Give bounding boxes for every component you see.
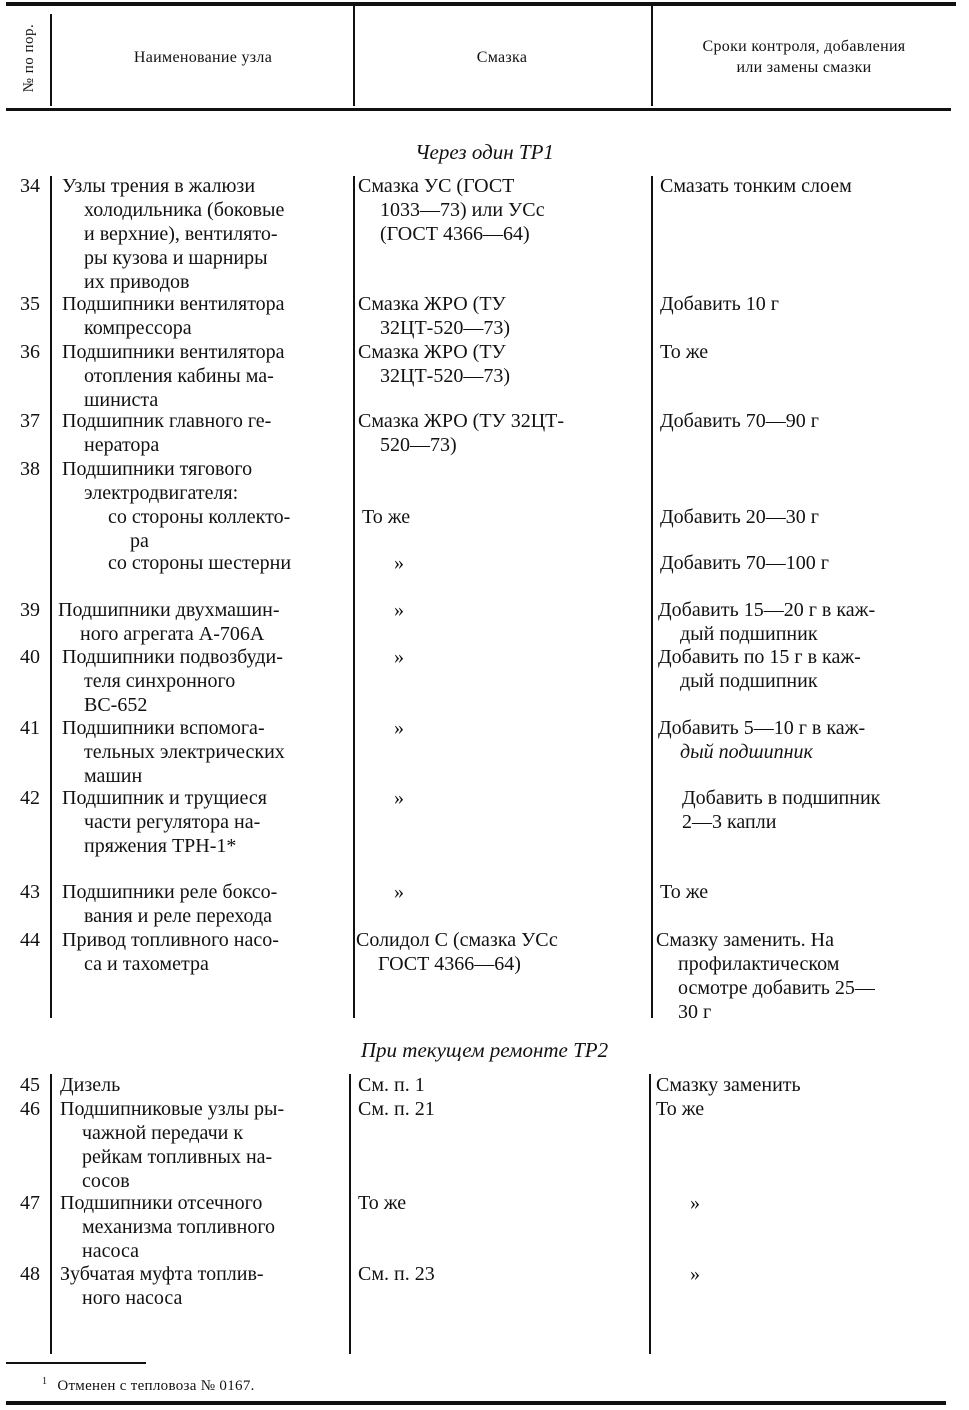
name-line: ры кузова и шарниры (84, 247, 268, 269)
schedule-line: Добавить 10 г (660, 293, 779, 315)
name-line: насоса (82, 1240, 139, 1262)
unit-name (62, 505, 350, 553)
unit-name (58, 598, 346, 646)
section-title: Через один ТР1 (415, 140, 554, 164)
header-schedule-line1: Сроки контроля, добавления (702, 38, 906, 55)
header-schedule-line2: или замены смазки (736, 59, 872, 76)
name-line: Дизель (60, 1074, 121, 1096)
schedule-line: Добавить 70—90 г (660, 410, 819, 432)
header-divider (353, 6, 355, 106)
name-line: ного насоса (82, 1287, 183, 1309)
schedule-line: Добавить 20—30 г (660, 506, 819, 528)
name-line: чажной передачи к (82, 1122, 244, 1144)
lubricant-line: » (394, 552, 404, 574)
lubricant (358, 786, 646, 810)
name-line: Зубчатая муфта топлив- (60, 1263, 264, 1285)
name-line: Подшипниковые узлы ры- (60, 1098, 285, 1120)
row-number: 35 (20, 293, 40, 315)
name-line: компрессора (84, 317, 192, 339)
row-number: 44 (20, 929, 40, 951)
lubricant (358, 174, 646, 246)
lubricant (358, 1073, 646, 1097)
schedule (656, 1073, 948, 1097)
header-lubricant: Смазка (476, 48, 528, 66)
header-divider (651, 6, 653, 106)
schedule-line: То же (660, 341, 709, 363)
header-number-label: № по пор. (21, 23, 37, 93)
lubricant-line: Смазка УС (ГОСТ (358, 175, 515, 197)
lubricant-line: » (394, 787, 404, 809)
name-line: Подшипники реле боксо- (62, 881, 278, 903)
name-line: са и тахометра (84, 953, 209, 975)
name-line: Подшипники вентилятора (62, 293, 285, 315)
name-line: тельных электрических (84, 741, 285, 763)
lubricant-line: » (394, 599, 404, 621)
name-line: вания и реле перехода (84, 905, 273, 927)
name-line: Подшипник и трущиеся (62, 787, 267, 809)
schedule (658, 716, 950, 764)
column-divider (353, 176, 355, 1018)
row-number: 37 (20, 410, 40, 432)
unit-name (62, 174, 350, 294)
schedule-line: » (690, 1263, 700, 1285)
schedule-line: Добавить по 15 г в каж- (658, 646, 861, 668)
schedule (660, 880, 952, 904)
schedule-line: 2—3 капли (682, 811, 777, 833)
row-number: 42 (20, 787, 40, 809)
unit-name (62, 928, 350, 976)
lubricant-line: См. п. 21 (358, 1098, 435, 1120)
lubricant (358, 716, 646, 740)
schedule-line: Смазать тонким слоем (660, 175, 852, 197)
schedule-line: профилактическом (678, 953, 840, 975)
lubricant-line: 1033—73) или УСс (380, 199, 545, 221)
schedule (656, 928, 948, 1024)
row-number: 46 (20, 1098, 40, 1120)
name-line: рейкам топливных на- (82, 1146, 273, 1168)
lubricant (358, 598, 646, 622)
name-line: ра (130, 530, 149, 552)
lubricant (358, 645, 646, 669)
name-line: Подшипники вентилятора (62, 341, 285, 363)
schedule-line: То же (660, 881, 709, 903)
name-line: части регулятора на- (84, 811, 261, 833)
footnote-mark: 1 (42, 1376, 48, 1387)
schedule-line: Добавить 5—10 г в каж- (658, 717, 866, 739)
unit-name (62, 786, 350, 858)
schedule (660, 174, 952, 198)
lubricant (358, 409, 646, 457)
name-line: Подшипники двухмашин- (58, 599, 280, 621)
lubricant-line: (ГОСТ 4366—64) (380, 223, 530, 245)
unit-name (62, 457, 350, 505)
lubricant-line: » (394, 881, 404, 903)
name-line: теля синхронного (84, 670, 236, 692)
lubricant (358, 340, 646, 388)
name-line: холодильника (боковые (84, 199, 285, 221)
footnote (42, 1370, 255, 1398)
lubricant-line: 520—73) (380, 434, 457, 456)
unit-name (62, 409, 350, 457)
schedule-line: Добавить 15—20 г в каж- (658, 599, 876, 621)
section-title: При текущем ремонте ТР2 (360, 1038, 609, 1062)
lubricant-line: ГОСТ 4366—64) (378, 953, 521, 975)
unit-name (62, 880, 350, 928)
name-line: нератора (84, 434, 160, 456)
schedule (660, 409, 952, 433)
lubricant-line: 32ЦТ-520—73) (380, 365, 510, 387)
lubricant (358, 880, 646, 904)
name-line: Подшипники отсечного (60, 1192, 263, 1214)
bottom-rule (6, 1401, 946, 1405)
lubricant-line: 32ЦТ-520—73) (380, 317, 510, 339)
schedule-line: Добавить в подшипник (682, 787, 881, 809)
column-divider (349, 1074, 351, 1354)
schedule-line: Смазку заменить (656, 1074, 801, 1096)
header-schedule (654, 6, 954, 108)
schedule-line: дый подшипник (680, 741, 813, 763)
unit-name (60, 1097, 348, 1193)
schedule (690, 1262, 969, 1286)
name-line: пряжения ТРН-1* (84, 835, 237, 857)
name-line: Подшипники подвозбуди- (62, 646, 283, 668)
unit-name (62, 645, 350, 717)
name-line: со стороны коллекто- (108, 506, 291, 528)
name-line: механизма топливного (82, 1216, 276, 1238)
schedule (660, 505, 952, 529)
schedule (682, 786, 969, 834)
schedule-line: 30 г (678, 1001, 712, 1023)
unit-name (60, 1073, 348, 1097)
header-unit-name: Наименование узла (133, 48, 273, 66)
lubricant-line: » (394, 717, 404, 739)
schedule-line: дый подшипник (680, 623, 818, 645)
name-line: и верхние), вентилято- (84, 223, 278, 245)
name-line: ВС-652 (84, 694, 148, 716)
schedule-line: дый подшипник (680, 670, 818, 692)
header-number (12, 10, 46, 106)
schedule (690, 1191, 969, 1215)
lubricant-line: » (394, 646, 404, 668)
schedule-line: То же (656, 1098, 705, 1120)
row-number: 41 (20, 717, 40, 739)
row-number: 34 (20, 175, 40, 197)
schedule (658, 645, 950, 693)
unit-name (62, 716, 350, 788)
lubricant-line: То же (358, 1192, 407, 1214)
name-line: со стороны шестерни (108, 552, 292, 574)
column-divider (50, 1074, 52, 1354)
unit-name (60, 1191, 348, 1263)
row-number: 45 (20, 1074, 40, 1096)
lubricant (362, 505, 650, 529)
unit-name (60, 1262, 348, 1310)
name-line: их приводов (84, 271, 190, 293)
row-number: 48 (20, 1263, 40, 1285)
lubricant-line: Смазка ЖРО (ТУ (358, 293, 506, 315)
row-number: 40 (20, 646, 40, 668)
header-divider (50, 14, 52, 106)
name-line: машин (84, 765, 143, 787)
schedule-line: осмотре добавить 25— (678, 977, 875, 999)
lubricant-line: Смазка ЖРО (ТУ (358, 341, 506, 363)
schedule (660, 551, 952, 575)
name-line: Узлы трения в жалюзи (62, 175, 256, 197)
unit-name (62, 340, 350, 412)
lubricant (358, 1097, 646, 1121)
lubricant-line: Солидол С (смазка УСс (356, 929, 558, 951)
schedule (656, 1097, 948, 1121)
lubricant (358, 551, 646, 575)
row-number: 43 (20, 881, 40, 903)
schedule-line: Смазку заменить. На (656, 929, 834, 951)
unit-name (62, 551, 350, 575)
lubricant-line: Смазка ЖРО (ТУ 32ЦТ- (358, 410, 565, 432)
name-line: отопления кабины ма- (84, 365, 274, 387)
name-line: Подшипники тягового (62, 458, 253, 480)
column-divider (649, 1074, 651, 1354)
column-divider (50, 176, 52, 1018)
name-line: Подшипники вспомога- (62, 717, 265, 739)
lubricant (356, 928, 644, 976)
lubricant-line: См. п. 1 (358, 1074, 425, 1096)
lubricant (358, 1191, 646, 1215)
footnote-rule (6, 1362, 146, 1364)
name-line: Подшипник главного ге- (62, 410, 272, 432)
schedule (658, 598, 950, 646)
lubricant (358, 1262, 646, 1286)
schedule (660, 340, 952, 364)
column-divider (651, 176, 653, 1018)
name-line: шиниста (84, 389, 159, 411)
name-line: электродвигателя: (84, 482, 239, 504)
row-number: 47 (20, 1192, 40, 1214)
row-number: 39 (20, 599, 40, 621)
schedule-line: » (690, 1192, 700, 1214)
name-line: сосов (82, 1170, 130, 1192)
lubricant-line: То же (362, 506, 411, 528)
name-line: Привод топливного насо- (62, 929, 279, 951)
footnote-text: Отменен с тепловоза № 0167. (57, 1378, 255, 1394)
row-number: 36 (20, 341, 40, 363)
lubricant-line: См. п. 23 (358, 1263, 435, 1285)
header-rule (6, 108, 951, 111)
schedule (660, 292, 952, 316)
lubricant (358, 292, 646, 340)
row-number: 38 (20, 458, 40, 480)
name-line: ного агрегата А-706А (80, 623, 265, 645)
schedule-line: Добавить 70—100 г (660, 552, 829, 574)
unit-name (62, 292, 350, 340)
